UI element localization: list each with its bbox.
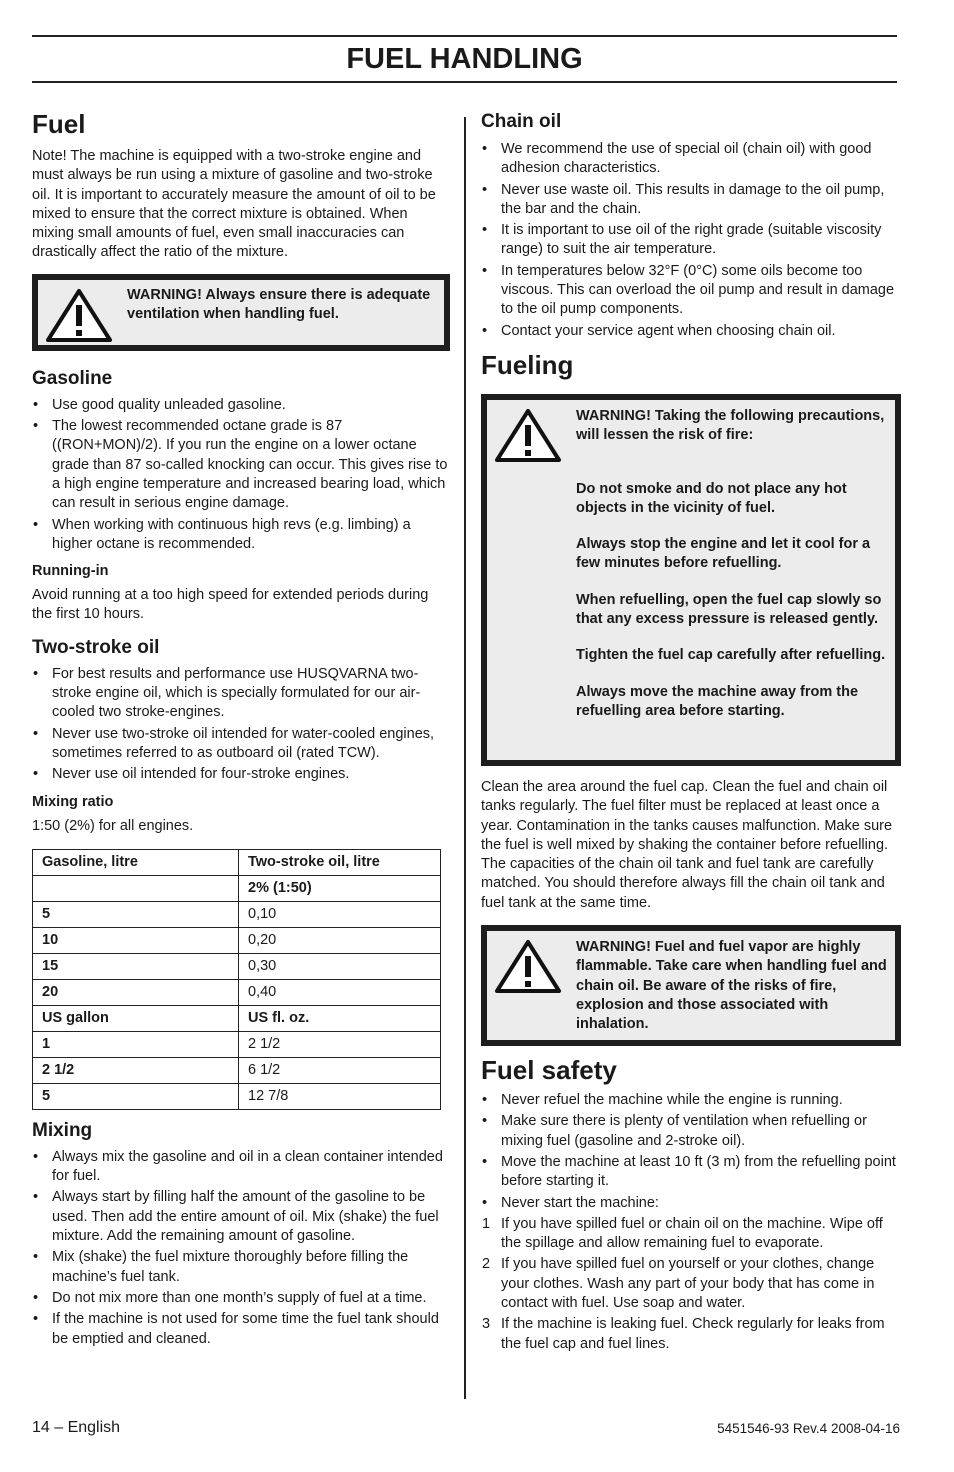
page-title: FUEL HANDLING bbox=[346, 43, 583, 75]
table-cell: 2 1/2 bbox=[33, 1057, 239, 1083]
list-item bbox=[481, 1091, 901, 1110]
table-cell: 1 bbox=[33, 1031, 239, 1057]
bullet-marker: • bbox=[482, 1194, 488, 1211]
list-item bbox=[32, 725, 450, 764]
list-item-text: We recommend the use of special oil (chain oil) with good adhesion characteristics. bbox=[501, 141, 872, 177]
list-item-text: Use good quality unleaded gasoline. bbox=[52, 396, 286, 413]
table-cell: 2% (1:50) bbox=[239, 875, 441, 901]
table-row bbox=[33, 1083, 441, 1109]
number-marker: 3 bbox=[482, 1316, 491, 1333]
numbered-item bbox=[481, 1215, 901, 1254]
bullet-marker: • bbox=[33, 396, 39, 413]
list-item-text: Make sure there is plenty of ventilation when refuelling or mixing fuel (gasoline and 2-stroke oil). bbox=[501, 1113, 867, 1149]
bullet-marker: • bbox=[33, 418, 39, 435]
two-stroke-oil-heading: Two-stroke oil bbox=[32, 636, 160, 658]
table-row bbox=[33, 901, 441, 927]
bullet-marker: • bbox=[482, 222, 488, 239]
list-item-text: It is important to use oil of the right grade (suitable viscosity range) to suit the air temperature. bbox=[501, 222, 882, 258]
fire-risk-precaution: Always move the machine away from the refuelling area before starting. bbox=[576, 683, 859, 719]
list-item-text: Never use oil intended for four-stroke engines. bbox=[52, 766, 350, 783]
bullet-marker: • bbox=[33, 1289, 39, 1306]
table-subheader-row bbox=[33, 875, 441, 901]
table-cell: US fl. oz. bbox=[239, 1005, 441, 1031]
table-cell: 0,20 bbox=[239, 927, 441, 953]
list-item-text: Do not mix more than one month’s supply of fuel at a time. bbox=[52, 1289, 427, 1306]
table-cell: 10 bbox=[33, 927, 239, 953]
list-item bbox=[481, 322, 901, 341]
list-item bbox=[32, 765, 450, 784]
list-item bbox=[481, 140, 901, 179]
list-item bbox=[481, 262, 901, 320]
bullet-marker: • bbox=[33, 1311, 39, 1328]
table-cell bbox=[33, 875, 239, 901]
list-item bbox=[32, 1289, 450, 1308]
left-column bbox=[32, 108, 450, 1351]
list-item-text: Always mix the gasoline and oil in a clean container intended for fuel. bbox=[52, 1148, 443, 1185]
list-item bbox=[32, 1188, 450, 1246]
table-cell: US gallon bbox=[33, 1005, 239, 1031]
list-item bbox=[32, 396, 450, 415]
table-cell: 5 bbox=[33, 901, 239, 927]
table-row bbox=[33, 1031, 441, 1057]
list-item bbox=[481, 1194, 901, 1213]
table-header-row bbox=[33, 849, 441, 875]
table-cell: 5 bbox=[33, 1083, 239, 1109]
warning-triangle-icon bbox=[493, 937, 563, 995]
column-divider bbox=[464, 117, 466, 1399]
bullet-marker: • bbox=[33, 516, 39, 533]
fuel-safety-numbered-list bbox=[481, 1215, 901, 1354]
list-item-text: Always start by filling half the amount of the gasoline to be used. Then add the entire amount of oil. Mix (shake) the fuel mixture. Add the remaining amount of gasoline. bbox=[52, 1189, 439, 1245]
table-row bbox=[33, 927, 441, 953]
table-cell: 0,10 bbox=[239, 901, 441, 927]
chain-oil-heading: Chain oil bbox=[481, 111, 562, 132]
list-item bbox=[481, 1153, 901, 1192]
numbered-item-text: If you have spilled fuel on yourself or your clothes, change your clothes. Wash any part of your body that has come in contact with fuel. Use soap and water. bbox=[501, 1256, 875, 1312]
list-item-text: In temperatures below 32°F (0°C) some oils become too viscous. This can overload the oil pump and result in damage to the oil pump components. bbox=[501, 262, 895, 318]
mixing-ratio-text: 1:50 (2%) for all engines. bbox=[32, 817, 194, 834]
fire-risk-precaution: When refuelling, open the fuel cap slowly so that any excess pressure is released gently. bbox=[576, 591, 882, 628]
bullet-marker: • bbox=[482, 141, 488, 157]
gasoline-heading: Gasoline bbox=[32, 367, 113, 389]
bullet-marker: • bbox=[33, 1189, 39, 1206]
fueling-text: Clean the area around the fuel cap. Clean the fuel and chain oil tanks regularly. The fuel filter must be replaced at least once a year. Contamination in the tanks causes malfunction. Make sure the fuel is well mixed by shaking the container before refuelling. The capacities of the chain oil tank and fuel tank are carefully matched. You should therefore always fill the chain oil tank and fuel tank at the same time. bbox=[481, 778, 893, 911]
list-item bbox=[481, 1112, 901, 1151]
table-cell: 0,40 bbox=[239, 979, 441, 1005]
numbered-item bbox=[481, 1315, 901, 1354]
running-in-text: Avoid running at a too high speed for extended periods during the first 10 hours. bbox=[32, 587, 429, 623]
right-column bbox=[481, 110, 901, 1356]
fire-risk-precaution: Tighten the fuel cap carefully after refuelling. bbox=[576, 647, 886, 664]
header-top-rule bbox=[32, 35, 897, 37]
fuel-note: Note! The machine is equipped with a two-stroke engine and must always be run using a mixture of gasoline and two-stroke oil. It is important to accurately measure the amount of oil to be mixed to ensure that the correct mixture is obtained. When mixing small amounts of fuel, even small inaccuracies can drastically affect the ratio of the mixture. bbox=[32, 148, 436, 261]
bullet-marker: • bbox=[33, 1148, 39, 1165]
list-item bbox=[32, 1248, 450, 1287]
mixing-ratio-heading: Mixing ratio bbox=[32, 793, 114, 810]
two-stroke-oil-list bbox=[32, 665, 450, 785]
list-item bbox=[32, 516, 450, 555]
table-cell: Gasoline, litre bbox=[33, 849, 239, 875]
list-item bbox=[481, 221, 901, 260]
table-row bbox=[33, 979, 441, 1005]
bullet-marker: • bbox=[33, 725, 39, 742]
number-marker: 2 bbox=[482, 1256, 491, 1273]
bullet-marker: • bbox=[482, 181, 488, 198]
bullet-marker: • bbox=[33, 766, 39, 783]
list-item-text: Move the machine at least 10 ft (3 m) from the refuelling point before starting it. bbox=[501, 1153, 896, 1190]
list-item-text: Never use two-stroke oil intended for water-cooled engines, sometimes referred to as outboard oil (rated TCW). bbox=[52, 725, 435, 761]
fire-risk-precaution: Always stop the engine and let it cool for a few minutes before refuelling. bbox=[576, 536, 871, 572]
list-item bbox=[481, 181, 901, 220]
fire-risk-warning-title: WARNING! Taking the following precautions, will lessen the risk of fire: bbox=[576, 407, 885, 444]
list-item bbox=[32, 665, 450, 723]
bullet-marker: • bbox=[482, 262, 488, 279]
warning-triangle-icon bbox=[44, 286, 114, 344]
mixing-heading: Mixing bbox=[32, 1119, 93, 1141]
mixing-list bbox=[32, 1148, 450, 1349]
table-cell: 20 bbox=[33, 979, 239, 1005]
list-item-text: When working with continuous high revs (e.g. limbing) a higher octane is recommended. bbox=[52, 516, 411, 552]
list-item-text: The lowest recommended octane grade is 87 ((RON+MON)/2). If you run the engine on a lower octane grade than 87 so-called knocking can occur. This gives rise to a high engine temperature and increased bearing load, which can result in serious engine damage. bbox=[52, 418, 448, 512]
table-cell: 2 1/2 bbox=[239, 1031, 441, 1057]
list-item bbox=[32, 1148, 450, 1187]
ventilation-warning-box bbox=[32, 274, 450, 351]
numbered-item-text: If the machine is leaking fuel. Check regularly for leaks from the fuel cap and fuel lines. bbox=[501, 1316, 885, 1352]
fire-risk-warning-box bbox=[481, 394, 901, 766]
list-item-text: Mix (shake) the fuel mixture thoroughly before filling the machine’s fuel tank. bbox=[52, 1249, 409, 1285]
fire-risk-precaution: Do not smoke and do not place any hot objects in the vicinity of fuel. bbox=[576, 480, 847, 516]
numbered-item bbox=[481, 1255, 901, 1313]
table-cell: 15 bbox=[33, 953, 239, 979]
page-number: 14 – English bbox=[32, 1419, 121, 1436]
document-id: 5451546-93 Rev.4 2008-04-16 bbox=[717, 1421, 900, 1436]
table-cell: 0,30 bbox=[239, 953, 441, 979]
bullet-marker: • bbox=[482, 1113, 488, 1130]
warning-triangle-icon bbox=[493, 406, 563, 464]
numbered-item-text: If you have spilled fuel or chain oil on the machine. Wipe off the spillage and allow remaining fuel to evaporate. bbox=[501, 1215, 883, 1252]
list-item-text: Never refuel the machine while the engine is running. bbox=[501, 1092, 843, 1109]
gasoline-list bbox=[32, 396, 450, 554]
fueling-heading: Fueling bbox=[481, 349, 574, 380]
list-item-text: Never start the machine: bbox=[501, 1194, 659, 1211]
table-us-header-row bbox=[33, 1005, 441, 1031]
table-row bbox=[33, 953, 441, 979]
table-cell: 12 7/8 bbox=[239, 1083, 441, 1109]
bullet-marker: • bbox=[33, 1249, 39, 1266]
bullet-marker: • bbox=[33, 665, 39, 682]
flammable-warning-box bbox=[481, 925, 901, 1046]
list-item-text: If the machine is not used for some time the fuel tank should be emptied and cleaned. bbox=[52, 1311, 439, 1347]
table-cell: Two-stroke oil, litre bbox=[239, 849, 441, 875]
fuel-heading: Fuel bbox=[32, 109, 86, 139]
list-item bbox=[32, 1310, 450, 1349]
flammable-warning-text: WARNING! Fuel and fuel vapor are highly flammable. Take care when handling fuel and chain oil. Be aware of the risks of fire, explosion and those associated with inhalation. bbox=[576, 939, 887, 1033]
table-cell: 6 1/2 bbox=[239, 1057, 441, 1083]
list-item bbox=[32, 417, 450, 513]
list-item-text: Never use waste oil. This results in damage to the oil pump, the bar and the chain. bbox=[501, 181, 885, 217]
bullet-marker: • bbox=[482, 1153, 488, 1170]
bullet-marker: • bbox=[482, 1092, 488, 1109]
list-item-text: For best results and performance use HUSQVARNA two-stroke engine oil, which is specially formulated for our air-cooled two stroke-engines. bbox=[52, 665, 421, 721]
chain-oil-list bbox=[481, 140, 901, 341]
header-bottom-rule bbox=[32, 81, 897, 83]
list-item-text: Contact your service agent when choosing chain oil. bbox=[501, 322, 836, 339]
fuel-safety-list bbox=[481, 1091, 901, 1213]
ventilation-warning-text: WARNING! Always ensure there is adequate ventilation when handling fuel. bbox=[127, 286, 431, 323]
fuel-safety-heading: Fuel safety bbox=[481, 1055, 617, 1086]
number-marker: 1 bbox=[482, 1215, 491, 1232]
table-row bbox=[33, 1057, 441, 1083]
mixing-table bbox=[32, 849, 441, 1110]
running-in-heading: Running-in bbox=[32, 563, 109, 580]
bullet-marker: • bbox=[482, 322, 488, 339]
